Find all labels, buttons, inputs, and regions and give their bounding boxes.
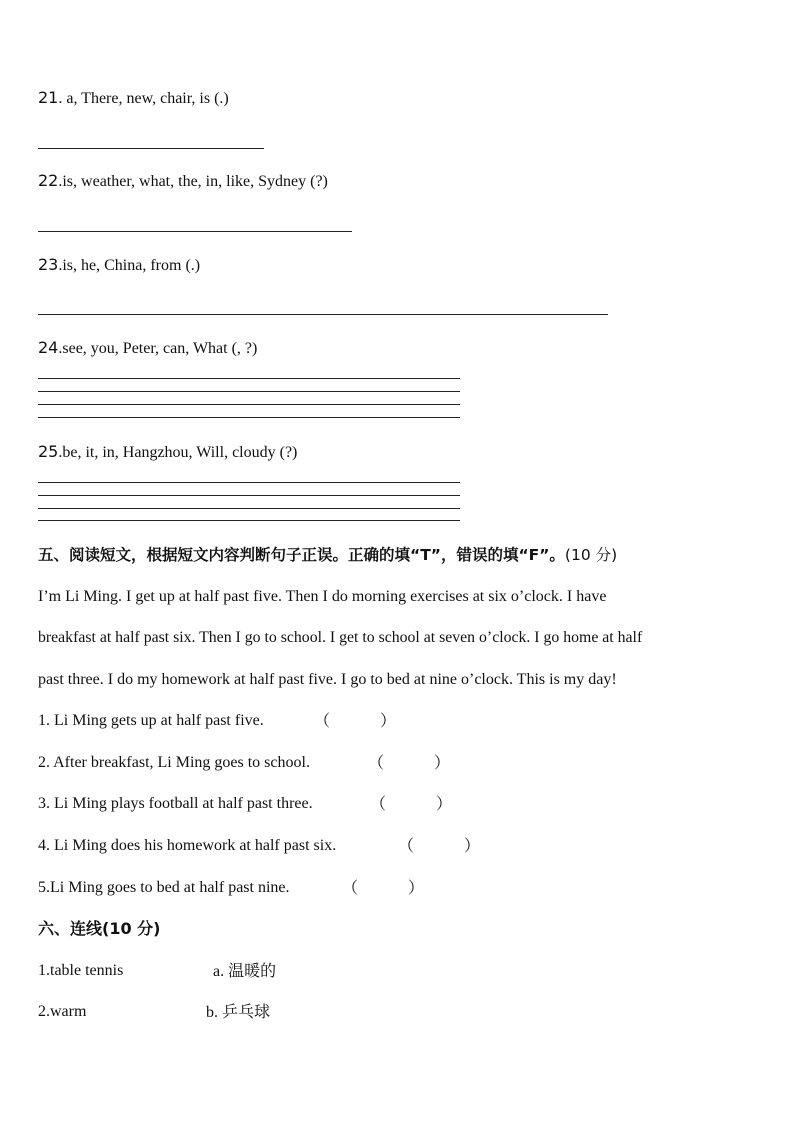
question-22: [38, 171, 328, 192]
answer-line[interactable]: [38, 482, 460, 483]
match-left-item[interactable]: 1.table tennis: [38, 962, 124, 979]
tf-answer-close: ）: [434, 753, 451, 772]
tf-item-text: 4. Li Ming does his homework at half past six.: [38, 837, 337, 854]
answer-line[interactable]: [38, 314, 608, 315]
match-letter: a.: [213, 963, 225, 980]
tf-answer-open[interactable]: （: [398, 836, 415, 855]
answer-line[interactable]: [38, 231, 352, 232]
tf-item-text: 1. Li Ming gets up at half past five.: [38, 712, 264, 729]
tf-item-text: 3. Li Ming plays football at half past three.: [38, 795, 313, 812]
question-24: [38, 338, 257, 359]
question-text: .be, it, in, Hangzhou, Will, cloudy (?): [58, 444, 298, 461]
passage-line: I’m Li Ming. I get up at half past five. Then I do morning exercises at six o’clock. I have: [38, 588, 607, 605]
question-number: 24: [38, 338, 59, 357]
passage-line: breakfast at half past six. Then I go to school. I get to school at seven o’clock. I go home at half: [38, 629, 643, 646]
question-25: [38, 442, 297, 463]
question-number: 22: [38, 171, 59, 190]
section-title: 五、阅读短文，根据短文内容判断句子正误。正确的填“T”，错误的填“F”。: [38, 546, 565, 564]
tf-item: [38, 836, 336, 856]
tf-answer-open[interactable]: （: [368, 753, 385, 772]
question-text: .is, he, China, from (.): [58, 257, 201, 274]
tf-item: [38, 794, 313, 814]
tf-item: [38, 711, 264, 731]
answer-line[interactable]: [38, 495, 460, 496]
question-text: . a, There, new, chair, is (.): [58, 90, 229, 107]
tf-item: [38, 878, 290, 898]
section-score: (10 分): [564, 546, 618, 564]
tf-item-text: 2. After breakfast, Li Ming goes to school.: [38, 754, 310, 771]
tf-answer-open[interactable]: （: [370, 794, 387, 813]
question-21: [38, 88, 229, 109]
tf-item: [38, 753, 310, 773]
tf-answer-close: ）: [408, 878, 425, 897]
match-right-item[interactable]: [206, 1002, 270, 1023]
answer-line[interactable]: [38, 391, 460, 392]
tf-answer-close: ）: [436, 794, 453, 813]
question-23: [38, 255, 200, 276]
answer-line[interactable]: [38, 378, 460, 379]
match-word: 温暖的: [228, 961, 277, 980]
answer-line[interactable]: [38, 404, 460, 405]
section-5-heading: [38, 545, 617, 565]
match-word: 乒乓球: [222, 1002, 271, 1021]
question-text: .is, weather, what, the, in, like, Sydney (?): [58, 173, 328, 190]
answer-line[interactable]: [38, 148, 264, 149]
question-text: .see, you, Peter, can, What (, ?): [58, 340, 258, 357]
match-left-item[interactable]: 2.warm: [38, 1003, 87, 1020]
question-number: 23: [38, 255, 59, 274]
question-number: 21: [38, 88, 59, 107]
tf-answer-open[interactable]: （: [314, 711, 331, 730]
answer-line[interactable]: [38, 520, 460, 521]
tf-item-text: 5.Li Ming goes to bed at half past nine.: [38, 879, 290, 896]
answer-line[interactable]: [38, 417, 460, 418]
question-number: 25: [38, 442, 59, 461]
answer-line[interactable]: [38, 508, 460, 509]
tf-answer-close: ）: [380, 711, 397, 730]
tf-answer-close: ）: [464, 836, 481, 855]
passage-line: past three. I do my homework at half past five. I go to bed at nine o’clock. This is my day!: [38, 671, 617, 688]
match-letter: b.: [206, 1004, 218, 1021]
section-6-heading: 六、连线(10 分): [38, 919, 161, 938]
match-right-item[interactable]: [213, 961, 276, 982]
tf-answer-open[interactable]: （: [342, 878, 359, 897]
